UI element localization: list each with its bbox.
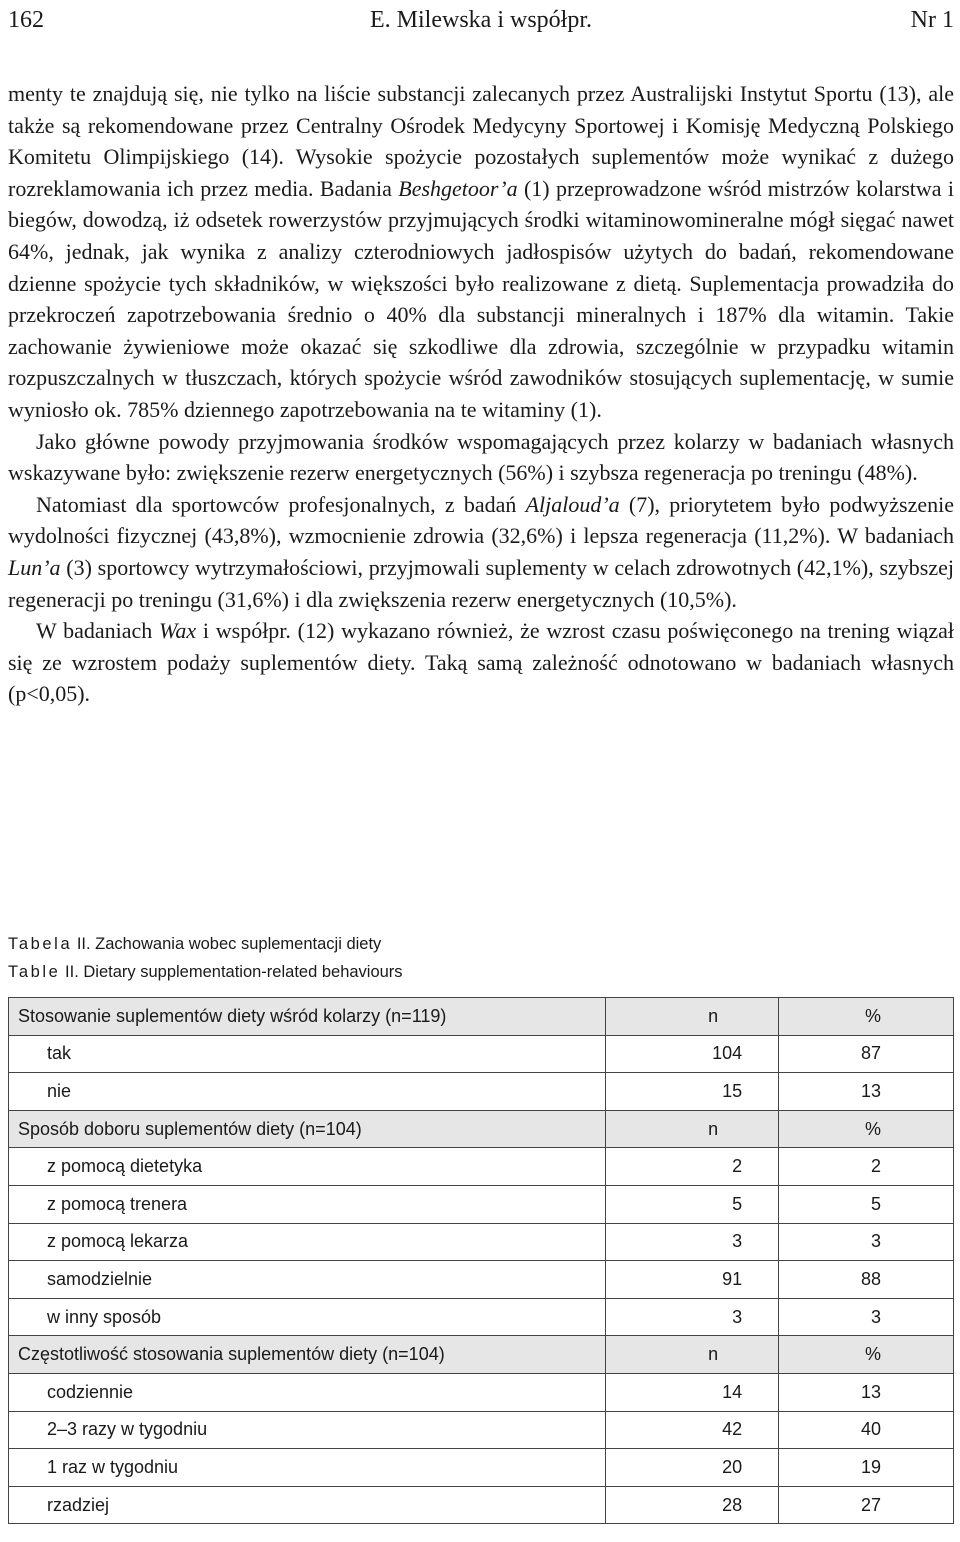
table-section-header xyxy=(9,998,954,1036)
cell-percent: 88 xyxy=(779,1261,954,1299)
author-citation: Wax xyxy=(159,618,197,644)
cell-n: 15 xyxy=(606,1073,779,1111)
cell-percent: 19 xyxy=(779,1449,954,1487)
column-header-percent: % xyxy=(779,1110,954,1148)
column-header-n: n xyxy=(606,1110,779,1148)
data-table xyxy=(8,997,954,1524)
caption-text: II. Dietary supplementation-related behaviours xyxy=(60,963,403,981)
table-caption xyxy=(8,930,954,986)
table-row xyxy=(9,1185,954,1223)
text-run: i współpr. (12) wykazano również, że wzrost czasu poświęconego na trening wiązał się ze wzrostem podaży suplementów diety. Taką samą zależność odnotowano w badaniach własnych (p<0,05). xyxy=(8,618,954,707)
text-run: menty te znajdują się, nie tylko na liście substancji zalecanych przez Australijski Instytut Sportu (13), ale także są rekomendowane przez Centralny Ośrodek Medycyny Sportowej i Komisję Medyczną Polskiego Komitetu Olimpijskiego (14). Wysokie spożycie pozostałych suplementów może wynikać z dużego rozreklamowania ich przez media. Badania xyxy=(8,81,954,201)
text-run: (7), priorytetem było podwyższenie wydolności fizycznej (43,8%), wzmocnienie zdrowia (32,6%) i lepsza regeneracja (11,2%). W badaniach xyxy=(8,491,955,549)
cell-percent: 3 xyxy=(779,1298,954,1336)
cell-n: 2 xyxy=(606,1148,779,1186)
row-label: z pomocą dietetyka xyxy=(9,1148,606,1186)
text-run: Natomiast dla sportowców profesjonalnych, z badań xyxy=(36,491,526,517)
cell-percent: 13 xyxy=(779,1073,954,1111)
issue-number: Nr 1 xyxy=(910,7,954,33)
cell-percent: 2 xyxy=(779,1148,954,1186)
table-row xyxy=(9,1073,954,1111)
paragraph-3 xyxy=(8,489,954,615)
cell-n: 20 xyxy=(606,1449,779,1487)
caption-label: Tabela xyxy=(8,935,73,953)
caption-label: Table xyxy=(8,963,61,981)
column-header-percent: % xyxy=(779,998,954,1036)
column-header-n: n xyxy=(606,1336,779,1374)
row-label: 1 raz w tygodniu xyxy=(9,1449,606,1487)
row-label: w inny sposób xyxy=(9,1298,606,1336)
caption-polish xyxy=(8,930,954,958)
column-header-n: n xyxy=(606,998,779,1036)
row-label: Stosowanie suplementów diety wśród kolarzy (n=119) xyxy=(9,998,606,1036)
cell-n: 14 xyxy=(606,1373,779,1411)
row-label: Sposób doboru suplementów diety (n=104) xyxy=(9,1110,606,1148)
caption-english xyxy=(8,958,954,986)
row-label: 2–3 razy w tygodniu xyxy=(9,1411,606,1449)
text-run: (3) sportowcy wytrzymałościowi, przyjmowali suplementy w celach zdrowotnych (42,1%), szybszej regeneracji po treningu (31,6%) i dla zwiększenia rezerw energetycznych (10,5%). xyxy=(8,554,954,612)
table-row xyxy=(9,1449,954,1487)
row-label: Częstotliwość stosowania suplementów diety (n=104) xyxy=(9,1336,606,1374)
author-citation: Aljaloud’a xyxy=(525,491,620,517)
page-header xyxy=(8,0,954,40)
table-row xyxy=(9,1298,954,1336)
cell-n: 3 xyxy=(606,1223,779,1261)
table-row xyxy=(9,1261,954,1299)
table-row xyxy=(9,1486,954,1524)
cell-percent: 3 xyxy=(779,1223,954,1261)
row-label: rzadziej xyxy=(9,1486,606,1524)
row-label: z pomocą lekarza xyxy=(9,1223,606,1261)
text-run: W badaniach xyxy=(36,618,160,644)
cell-n: 42 xyxy=(606,1411,779,1449)
table-row xyxy=(9,1373,954,1411)
author-citation: Lun’a xyxy=(8,554,61,580)
table-row xyxy=(9,1223,954,1261)
table-section-header xyxy=(9,1110,954,1148)
text-run: (1) przeprowadzone wśród mistrzów kolarstwa i biegów, dowodzą, iż odsetek rowerzystów przyjmujących środki witaminowomineralne mógł sięgać nawet 64%, jednak, jak wynika z analizy czterodniowych jadłospisów użytych do badań, rekomendowane dzienne spożycie tych składników, w większości było realizowane z dietą. Suplementacja prowadziła do przekroczeń zapotrzebowania średnio o 40% dla substancji mineralnych i 187% dla witamin. Takie zachowanie żywieniowe może okazać się szkodliwe dla zdrowia, szczególnie w przypadku witamin rozpuszczalnych w tłuszczach, których spożycie wśród zawodników stosujących suplementację, w sumie wyniosło ok. 785% dziennego zapotrzebowania na te witaminy (1). xyxy=(8,175,955,422)
row-label: codziennie xyxy=(9,1373,606,1411)
cell-n: 104 xyxy=(606,1035,779,1073)
cell-percent: 13 xyxy=(779,1373,954,1411)
author-citation: Beshgetoor’a xyxy=(398,175,518,201)
table-row xyxy=(9,1035,954,1073)
page-number: 162 xyxy=(8,7,44,33)
cell-n: 28 xyxy=(606,1486,779,1524)
cell-n: 3 xyxy=(606,1298,779,1336)
paragraph-2: Jako główne powody przyjmowania środków wspomagających przez kolarzy w badaniach własnych wskazywane było: zwiększenie rezerw energetycznych (56%) i szybsza regeneracja po treningu (48%). xyxy=(8,428,954,486)
caption-text: II. Zachowania wobec suplementacji diety xyxy=(72,935,382,953)
cell-n: 91 xyxy=(606,1261,779,1299)
article-body xyxy=(8,78,954,710)
cell-n: 5 xyxy=(606,1185,779,1223)
running-head-authors: E. Milewska i współpr. xyxy=(370,7,592,33)
row-label: nie xyxy=(9,1073,606,1111)
row-label: z pomocą trenera xyxy=(9,1185,606,1223)
cell-percent: 87 xyxy=(779,1035,954,1073)
paragraph-1 xyxy=(8,78,954,426)
cell-percent: 40 xyxy=(779,1411,954,1449)
table-row xyxy=(9,1411,954,1449)
column-header-percent: % xyxy=(779,1336,954,1374)
row-label: samodzielnie xyxy=(9,1261,606,1299)
cell-percent: 5 xyxy=(779,1185,954,1223)
row-label: tak xyxy=(9,1035,606,1073)
cell-percent: 27 xyxy=(779,1486,954,1524)
paragraph-4 xyxy=(8,615,954,710)
table-section-header xyxy=(9,1336,954,1374)
table-row xyxy=(9,1148,954,1186)
